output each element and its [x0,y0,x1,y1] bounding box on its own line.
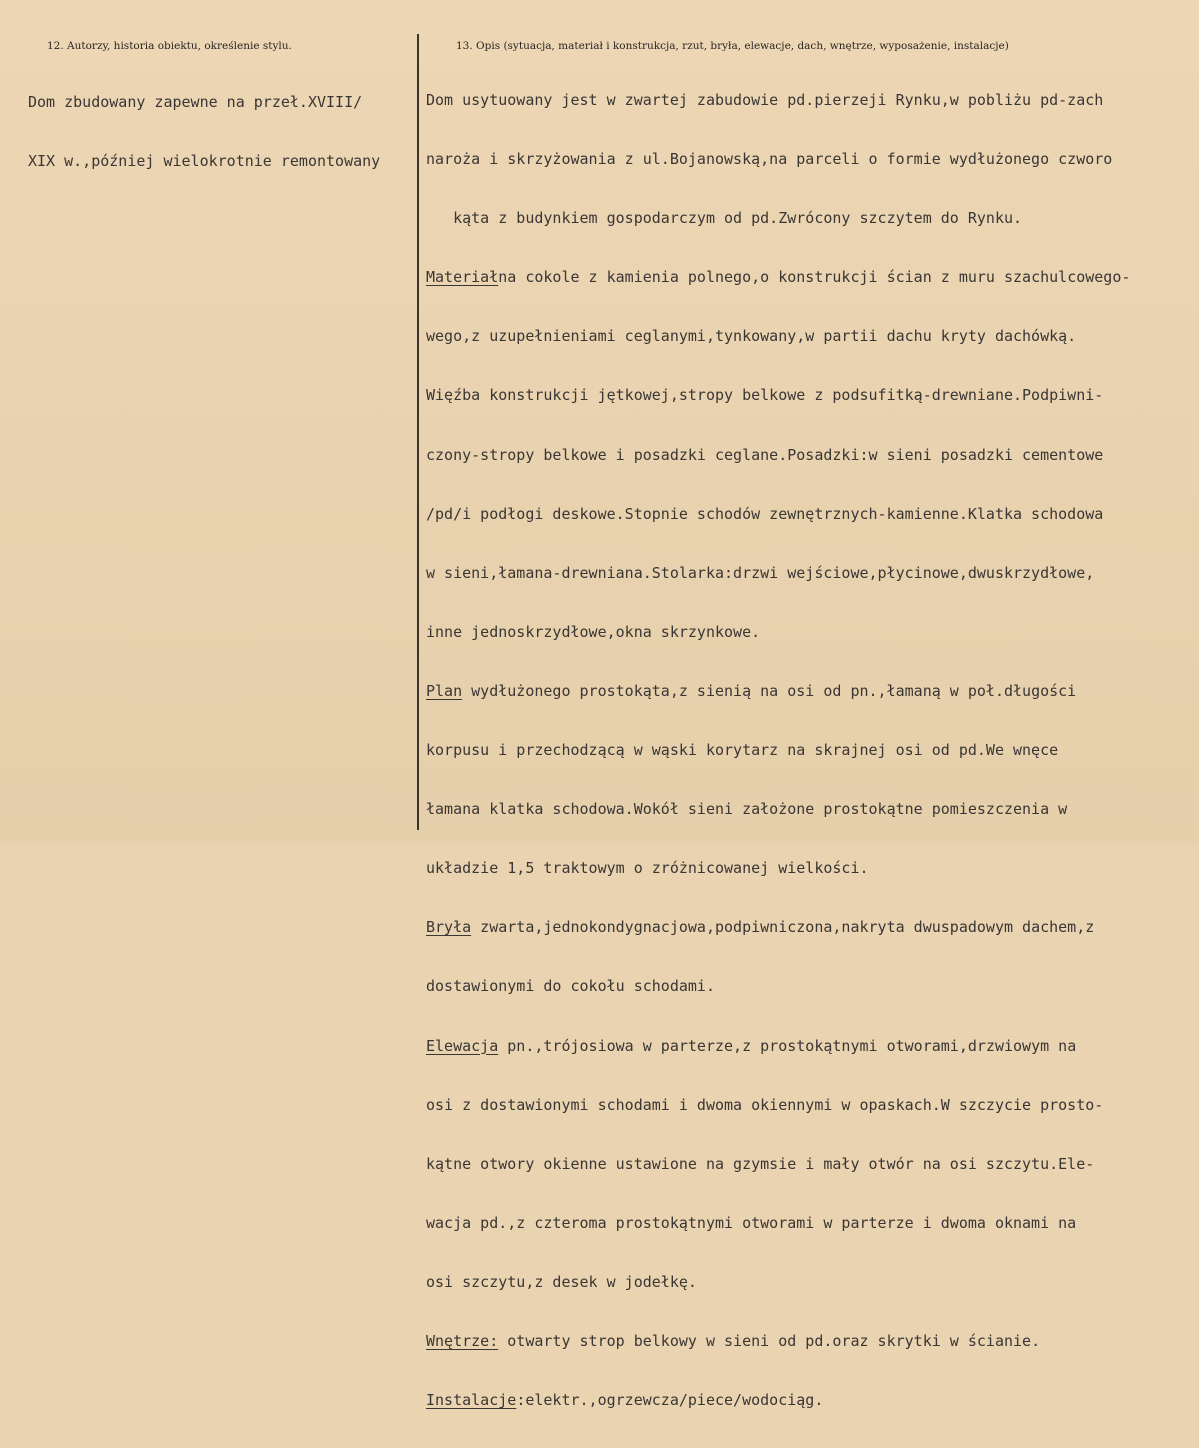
line-text: Dom usytuowany jest w zwartej zabudowie pd.pierzeji Rynku,w pobliżu pd-zach [426,91,1104,109]
text-line [426,1153,1130,1176]
line-text: na cokole z kamienia polnego,o konstrukcji ścian z muru szachulcowego- [498,268,1131,287]
line-label: Materiał [426,268,499,287]
line-text: kąta z budynkiem gospodarczym od pd.Zwrócony szczytem do Rynku. [426,209,1023,228]
line-text: układzie 1,5 traktowym o zróżnicowanej wielkości. [426,859,869,878]
text-line [426,975,1130,998]
line-text: wego,z uzupełnieniami ceglanymi,tynkowany,w partii dachu kryty dachówką. [426,327,1077,346]
text-line [426,384,1130,407]
text-line [426,148,1130,171]
text-line [426,444,1130,467]
line-text: dostawionymi do cokołu schodami. [426,977,715,996]
line-text: osi szczytu,z desek w jodełkę. [426,1272,697,1291]
line-text: /pd/i podłogi deskowe.Stopnie schodów zewnętrznych-kamienne.Klatka schodowa [426,504,1104,523]
text-line [426,621,1130,644]
line-text: otwarty strop belkowy w sieni od pd.oraz skrytki w ścianie. [498,1331,1041,1350]
text-line [426,857,1130,880]
section-13-text [426,53,1130,1448]
text-line [426,1035,1130,1058]
line-text: wydłużonego prostokąta,z sienią na osi od pn.,łamaną w poł.długości [462,681,1077,700]
text-line [426,207,1130,230]
line-label: Plan [426,681,463,700]
text-line: Dom zbudowany zapewne na przeł.XVIII/ [28,93,363,111]
line-text: pn.,trójosiowa w parterze,z prostokątnymi otworami,drzwiowym na [498,1036,1077,1055]
line-text: łamana klatka schodowa.Wokół sieni założone prostokątne pomieszczenia w [426,800,1068,819]
line-label: Instalacje [426,1391,517,1410]
text-line [426,1330,1130,1353]
text-line [426,325,1130,348]
line-label: Elewacja [426,1036,499,1055]
text-line [426,562,1130,585]
line-text: osi z dostawionymi schodami i dwoma okiennymi w opaskach.W szczycie prosto- [426,1095,1104,1114]
line-text: czony-stropy belkowe i posadzki ceglane.Posadzki:w sieni posadzki cementowe [426,445,1104,464]
section-12-text [28,55,380,209]
text-line [426,798,1130,821]
line-text: kątne otwory okienne ustawione na gzymsie i mały otwór na osi szczytu.Ele- [426,1154,1095,1173]
line-label: Wnętrze: [426,1331,499,1350]
text-line [426,1212,1130,1235]
text-line [426,680,1130,703]
line-label: Bryła [426,918,472,937]
line-text: Więźba konstrukcji jętkowej,stropy belkowe z podsufitką-drewniane.Podpiwni- [426,386,1104,405]
line-text: inne jednoskrzydłowe,okna skrzynkowe. [426,622,761,641]
line-text: naroża i skrzyżowania z ul.Bojanowską,na parceli o formie wydłużonego czworo [426,150,1113,169]
text-line [426,266,1130,289]
line-text: w sieni,łamana-drewniana.Stolarka:drzwi wejściowe,płycinowe,dwuskrzydłowe, [426,563,1095,582]
line-text: wacja pd.,z czteroma prostokątnymi otworami w parterze i dwoma oknami na [426,1213,1077,1232]
text-line [426,503,1130,526]
text-line [426,1271,1130,1294]
line-text: zwarta,jednokondygnacjowa,podpiwniczona,nakryta dwuspadowym dachem,z [471,918,1095,937]
text-line [426,739,1130,762]
text-line [426,916,1130,939]
text-line: XIX w.,później wielokrotnie remontowany [28,152,381,171]
line-text: korpusu i przechodzącą w wąski korytarz na skrajnej osi od pd.We wnęce [426,741,1059,760]
column-divider [417,34,419,830]
text-line [426,1094,1130,1117]
text-line [426,89,1130,112]
line-text: :elektr.,ogrzewcza/piece/wodociąg. [516,1391,824,1410]
text-line [426,1389,1130,1412]
section-12-heading: 12. Autorzy, historia obiektu, określenie stylu. [47,40,292,52]
section-13-heading: 13. Opis (sytuacja, materiał i konstrukcja, rzut, bryła, elewacje, dach, wnętrze, wyposażenie, instalacje) [456,40,1009,52]
